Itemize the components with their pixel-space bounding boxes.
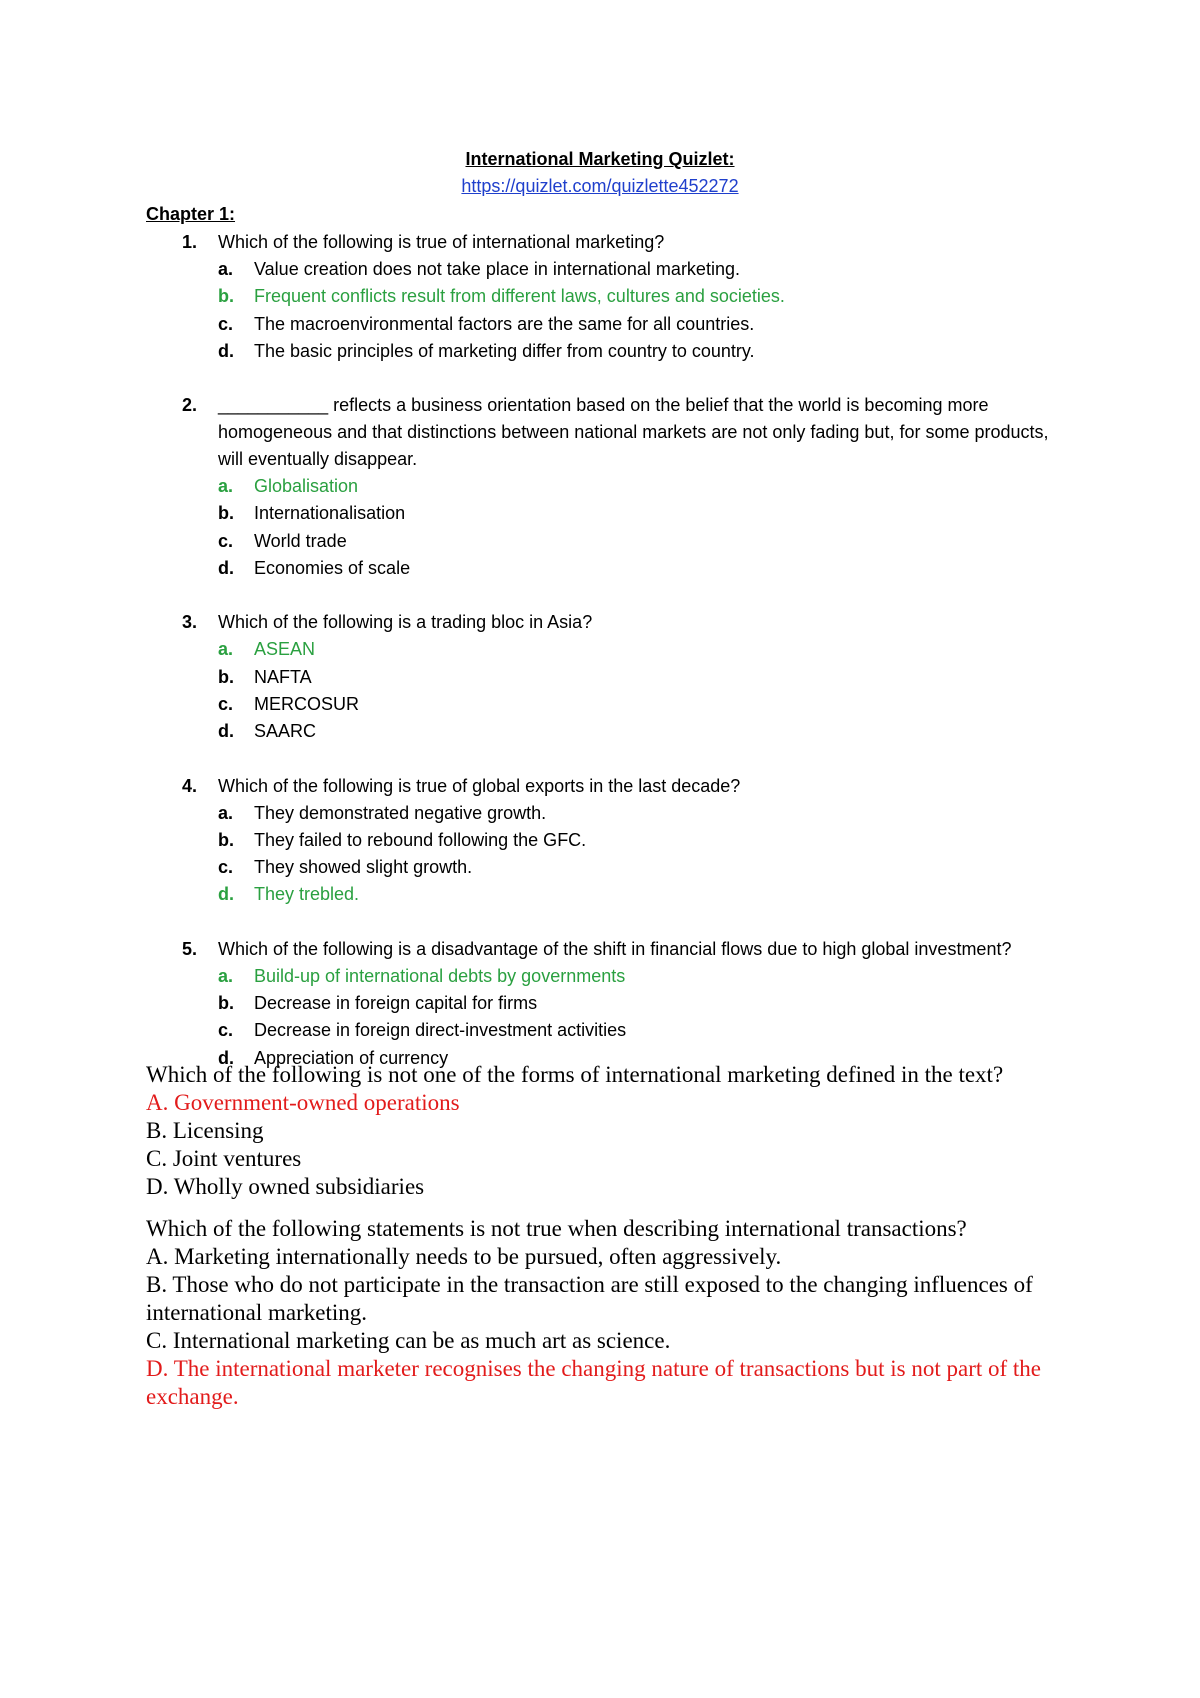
option-letter: d. (218, 884, 234, 905)
answer-option (146, 555, 1066, 582)
option-text: Internationalisation (254, 503, 406, 524)
option-letter: d. (218, 721, 234, 742)
extra-option: A. Marketing internationally needs to be pursued, often aggressively. (146, 1244, 782, 1269)
extra-option: C. Joint ventures (146, 1146, 302, 1171)
option-letter: b. (218, 666, 234, 687)
extra-option: B. Licensing (146, 1118, 264, 1143)
option-letter: d. (218, 558, 234, 579)
option-text: ASEAN (254, 639, 316, 660)
answer-option (146, 990, 1066, 1017)
question-item (146, 229, 1066, 365)
answer-option (146, 854, 1066, 881)
extra-option: C. International marketing can be as much art as science. (146, 1328, 671, 1353)
extra-option: B. Those who do not participate in the transaction are still exposed to the changing influences of international marketing. (146, 1272, 1033, 1325)
answer-option-correct (146, 636, 1066, 663)
answer-option-correct (146, 283, 1066, 310)
answer-option-correct (146, 881, 1066, 908)
document-title: International Marketing Quizlet: (465, 149, 735, 169)
extra-question-2 (146, 1215, 1076, 1411)
option-letter: a. (218, 259, 234, 279)
answer-option (146, 800, 1066, 827)
answer-option-correct (146, 473, 1066, 500)
option-letter: c. (218, 1020, 234, 1041)
question-list (146, 229, 1066, 1099)
extra-question-text: Which of the following is not one of the forms of international marketing defined in the text? (146, 1062, 1004, 1087)
option-letter: d. (218, 1047, 234, 1068)
option-text: The macroenvironmental factors are the same for all countries. (254, 313, 755, 334)
option-text: They failed to rebound following the GFC. (254, 829, 587, 850)
answer-option (146, 528, 1066, 555)
extra-question-1 (146, 1061, 1076, 1201)
option-text: Economies of scale (254, 558, 411, 579)
option-letter: b. (218, 993, 234, 1014)
question-text: Which of the following is a trading bloc in Asia? (218, 612, 593, 633)
option-letter: c. (218, 530, 234, 551)
answer-option (146, 827, 1066, 854)
option-letter: a. (218, 965, 234, 986)
option-text: Appreciation of currency (254, 1047, 449, 1068)
option-letter: c. (218, 857, 234, 878)
chapter-heading: Chapter 1: (146, 204, 236, 224)
question-item (146, 392, 1066, 582)
answer-option (146, 338, 1066, 365)
question-number: 2. (182, 395, 198, 416)
answer-option-correct (146, 963, 1066, 990)
question-number: 1. (182, 232, 198, 252)
option-letter: b. (218, 829, 234, 850)
question-text: Which of the following is true of international marketing? (218, 232, 665, 252)
option-letter: a. (218, 476, 234, 497)
option-text: Build-up of international debts by governments (254, 965, 626, 986)
option-text: MERCOSUR (254, 693, 360, 714)
option-text: Decrease in foreign capital for firms (254, 993, 538, 1014)
answer-option (146, 500, 1066, 527)
answer-option (146, 1017, 1066, 1044)
answer-option (146, 256, 1066, 283)
option-text: They trebled. (254, 884, 360, 905)
question-number: 4. (182, 775, 198, 796)
question-item (146, 609, 1066, 745)
option-text: SAARC (254, 721, 317, 742)
option-letter: a. (218, 802, 234, 823)
option-letter: c. (218, 313, 234, 334)
option-letter: a. (218, 639, 234, 660)
option-letter: c. (218, 693, 234, 714)
option-text: Decrease in foreign direct-investment activities (254, 1020, 627, 1041)
question-text: Which of the following is true of global exports in the last decade? (218, 775, 741, 796)
option-text: NAFTA (254, 666, 312, 687)
extra-option: D. Wholly owned subsidiaries (146, 1174, 425, 1199)
option-letter: b. (218, 286, 234, 307)
option-text: They showed slight growth. (254, 857, 473, 878)
option-text: The basic principles of marketing differ from country to country. (254, 340, 755, 361)
option-text: Frequent conflicts result from different laws, cultures and societies. (254, 286, 785, 307)
question-text: ___________ reflects a business orientation based on the belief that the world is becoming more homogeneous and that distinctions between national markets are not only fading but, for some products, will eventually disappear. (218, 395, 1049, 470)
extra-question-text: Which of the following statements is not true when describing international transactions? (146, 1216, 967, 1241)
quizlet-link[interactable]: https://quizlet.com/quizlette452272 (461, 176, 739, 196)
option-text: World trade (254, 530, 347, 551)
answer-option (146, 664, 1066, 691)
option-letter: b. (218, 503, 234, 524)
question-number: 3. (182, 612, 198, 633)
option-text: Globalisation (254, 476, 359, 497)
extra-option-correct: D. The international marketer recognises the changing nature of transactions but is not part of the exchange. (146, 1356, 1042, 1409)
answer-option (146, 718, 1066, 745)
question-item (146, 773, 1066, 909)
option-letter: d. (218, 340, 234, 361)
answer-option (146, 691, 1066, 718)
option-text: They demonstrated negative growth. (254, 802, 547, 823)
option-text: Value creation does not take place in international marketing. (254, 259, 740, 279)
title-block (0, 146, 1200, 200)
question-number: 5. (182, 938, 198, 959)
answer-option (146, 311, 1066, 338)
extra-option-correct: A. Government-owned operations (146, 1090, 460, 1115)
question-item (146, 936, 1066, 1072)
question-text: Which of the following is a disadvantage of the shift in financial flows due to high global investment? (218, 938, 1012, 959)
